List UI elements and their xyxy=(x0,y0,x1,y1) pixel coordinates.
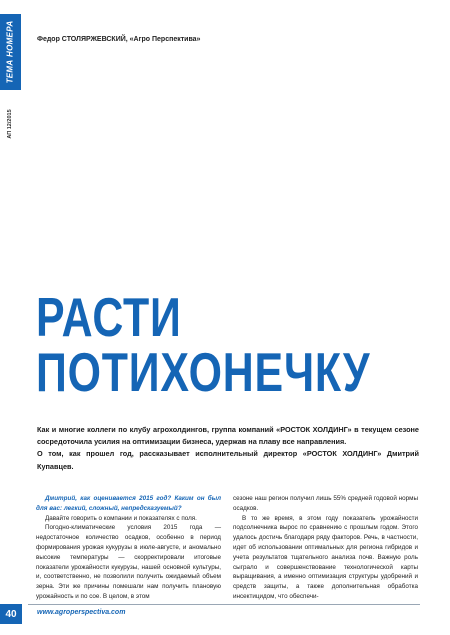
title-line-2: ПОТИХОНЕЧКУ xyxy=(36,341,371,403)
interview-question: Дмитрий, как оценивается 2015 год? Каким он был для вас: легкий, сложный, непредсказуемый? xyxy=(36,495,221,512)
issue-id: АП 12/2015 xyxy=(7,109,13,139)
page-number: 40 xyxy=(0,604,22,624)
text-column-left xyxy=(36,494,221,602)
body-paragraph: В то же время, в этом году показатель урожайности подсолнечника вырос по сравнению с прошлым годом. Этого удалось достичь благодаря ряду факторов. Речь, в частности, идет об использовании оптимальных для региона гибридов и учета результатов тщательного анализа почв. Важную роль сыграло и совершенствование технологической карты выращивания, а именно оптимизация структуры удобрений и средств защиты, а также дополнительная обработка инсектицидом, что обеспечи- xyxy=(233,514,418,600)
text-column-right xyxy=(233,494,418,602)
lead-paragraph xyxy=(37,424,419,473)
author-line: Федор СТОЛЯРЖЕВСКИЙ, «Агро Перспектива» xyxy=(37,36,201,43)
title-line-1: РАСТИ xyxy=(36,286,182,348)
body-paragraph: сезоне наш регион получил лишь 55% средней годовой нормы осадков. xyxy=(233,495,418,512)
lead-text-1: Как и многие коллеги по клубу агрохолдингов, группа компаний «РОСТОК ХОЛДИНГ» в текущем сезоне сосредоточила усилия на оптимизации бизнеса, удержав на плаву все направления. xyxy=(37,425,419,447)
footer-url-link[interactable]: www.agroperspectiva.com xyxy=(37,609,126,616)
lead-text-2: О том, как прошел год, рассказывает исполнительный директор «РОСТОК ХОЛДИНГ» Дмитрий Купавцев. xyxy=(37,449,419,471)
section-tab-label: ТЕМА НОМЕРА xyxy=(5,20,15,84)
footer-divider xyxy=(28,604,420,605)
body-paragraph: Погодно-климатические условия 2015 года — недостаточное количество осадков, особенно в период формирования урожая кукурузы в июле-августе, и аномально высокие температуры — скорректировали итоговые показатели урожайности кукурузы, нашей основной культуры, и, соответственно, не позволили получить ожидаемый объем зерна. Эти же причины помешали нам получить плановую урожайность и по сое. В целом, в этом xyxy=(36,524,221,600)
article-title xyxy=(36,286,371,403)
body-paragraph: Давайте говорить о компании и показателях с поля. xyxy=(45,514,197,522)
